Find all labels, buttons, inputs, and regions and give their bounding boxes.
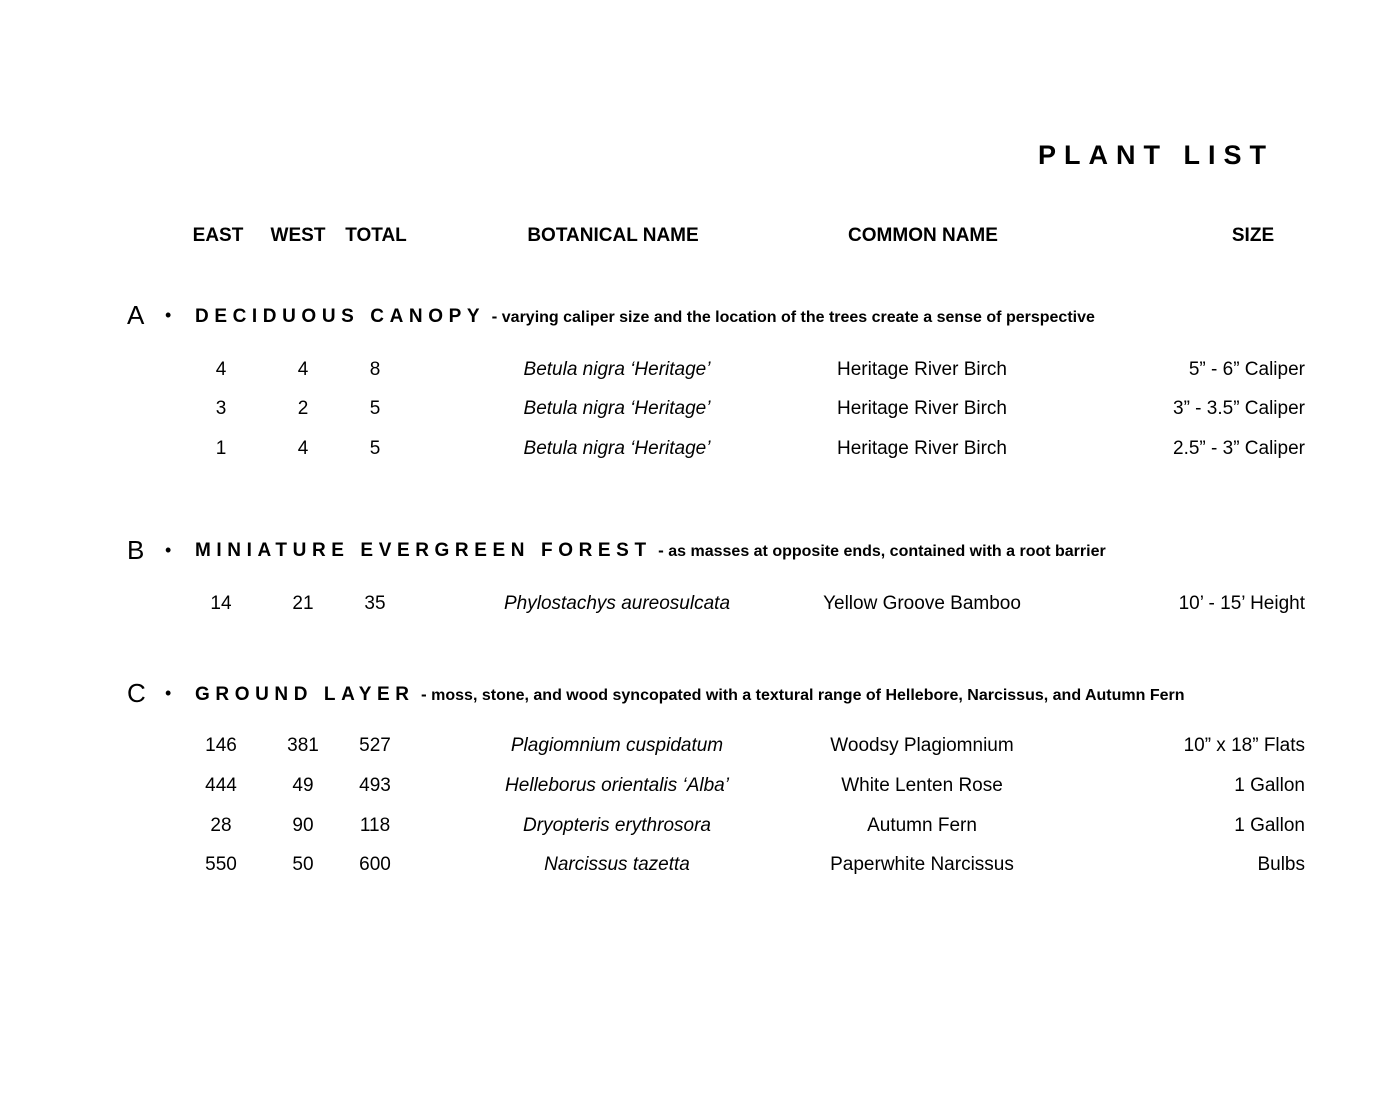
cell-west: 90 [292,815,314,836]
cell-total: 8 [369,359,381,380]
bullet-icon: • [165,683,172,703]
cell-botanical-name: Narcissus tazetta [544,854,690,875]
section-description: as masses at opposite ends, contained with a root barrier [668,543,1106,560]
cell-east: 28 [210,815,232,836]
section-heading [195,540,1106,562]
cell-east: 14 [210,593,232,614]
cell-total: 527 [359,735,391,756]
cell-west: 21 [292,593,314,614]
cell-size: 10’ - 15’ Height [1178,593,1305,614]
section-heading [195,306,1095,328]
section-letter: C [127,678,146,708]
cell-east: 1 [215,438,227,459]
section-heading [195,684,1184,706]
page-title: PLANT LIST [1038,140,1274,170]
cell-common-name: White Lenten Rose [841,775,1003,796]
cell-botanical-name: Betula nigra ‘Heritage’ [523,438,711,459]
cell-size: 1 Gallon [1234,775,1305,796]
cell-east: 146 [205,735,237,756]
cell-west: 2 [297,398,309,419]
cell-common-name: Heritage River Birch [837,398,1007,419]
cell-total: 5 [369,398,381,419]
cell-total: 600 [359,854,391,875]
cell-west: 4 [297,438,309,459]
column-header-botanical-name: BOTANICAL NAME [527,225,699,246]
cell-east: 550 [205,854,237,875]
column-header-total: TOTAL [345,225,407,246]
column-header-west: WEST [270,225,326,246]
cell-common-name: Woodsy Plagiomnium [830,735,1014,756]
column-header-common-name: COMMON NAME [848,225,998,246]
cell-botanical-name: Helleborus orientalis ‘Alba’ [505,775,729,796]
cell-west: 49 [292,775,314,796]
column-header-size: SIZE [1231,225,1275,246]
cell-common-name: Heritage River Birch [837,359,1007,380]
cell-size: 1 Gallon [1234,815,1305,836]
cell-size: 5” - 6” Caliper [1188,359,1305,380]
cell-botanical-name: Phylostachys aureosulcata [503,593,731,614]
cell-total: 35 [364,593,386,614]
cell-size: 10” x 18” Flats [1183,735,1305,756]
cell-east: 4 [215,359,227,380]
cell-botanical-name: Plagiomnium cuspidatum [510,735,724,756]
cell-total: 5 [369,438,381,459]
cell-west: 381 [287,735,319,756]
cell-east: 3 [215,398,227,419]
section-letter: B [127,535,145,565]
cell-west: 4 [297,359,309,380]
section-description: moss, stone, and wood syncopated with a textural range of Hellebore, Narcissus, and Autumn Fern [431,687,1185,704]
column-header-east: EAST [192,225,244,246]
section-name: DECIDUOUS CANOPY [195,306,486,327]
cell-botanical-name: Betula nigra ‘Heritage’ [523,359,711,380]
cell-east: 444 [205,775,237,796]
cell-size: 2.5” - 3” Caliper [1173,438,1305,459]
cell-common-name: Yellow Groove Bamboo [823,593,1021,614]
cell-common-name: Autumn Fern [867,815,977,836]
cell-common-name: Paperwhite Narcissus [830,854,1014,875]
section-letter: A [127,300,145,330]
bullet-icon: • [165,540,172,560]
cell-west: 50 [292,854,314,875]
cell-botanical-name: Dryopteris erythrosora [523,815,711,836]
section-description: varying caliper size and the location of the trees create a sense of perspective [501,309,1095,326]
cell-botanical-name: Betula nigra ‘Heritage’ [523,398,711,419]
cell-size: 3” - 3.5” Caliper [1173,398,1305,419]
section-dash: - [658,541,664,560]
section-name: MINIATURE EVERGREEN FOREST [195,540,652,561]
cell-common-name: Heritage River Birch [837,438,1007,459]
cell-total: 118 [359,815,391,836]
cell-size: Bulbs [1257,854,1305,875]
section-name: GROUND LAYER [195,684,415,705]
section-dash: - [421,685,427,704]
section-dash: - [491,307,498,326]
cell-total: 493 [359,775,391,796]
bullet-icon: • [165,305,172,325]
